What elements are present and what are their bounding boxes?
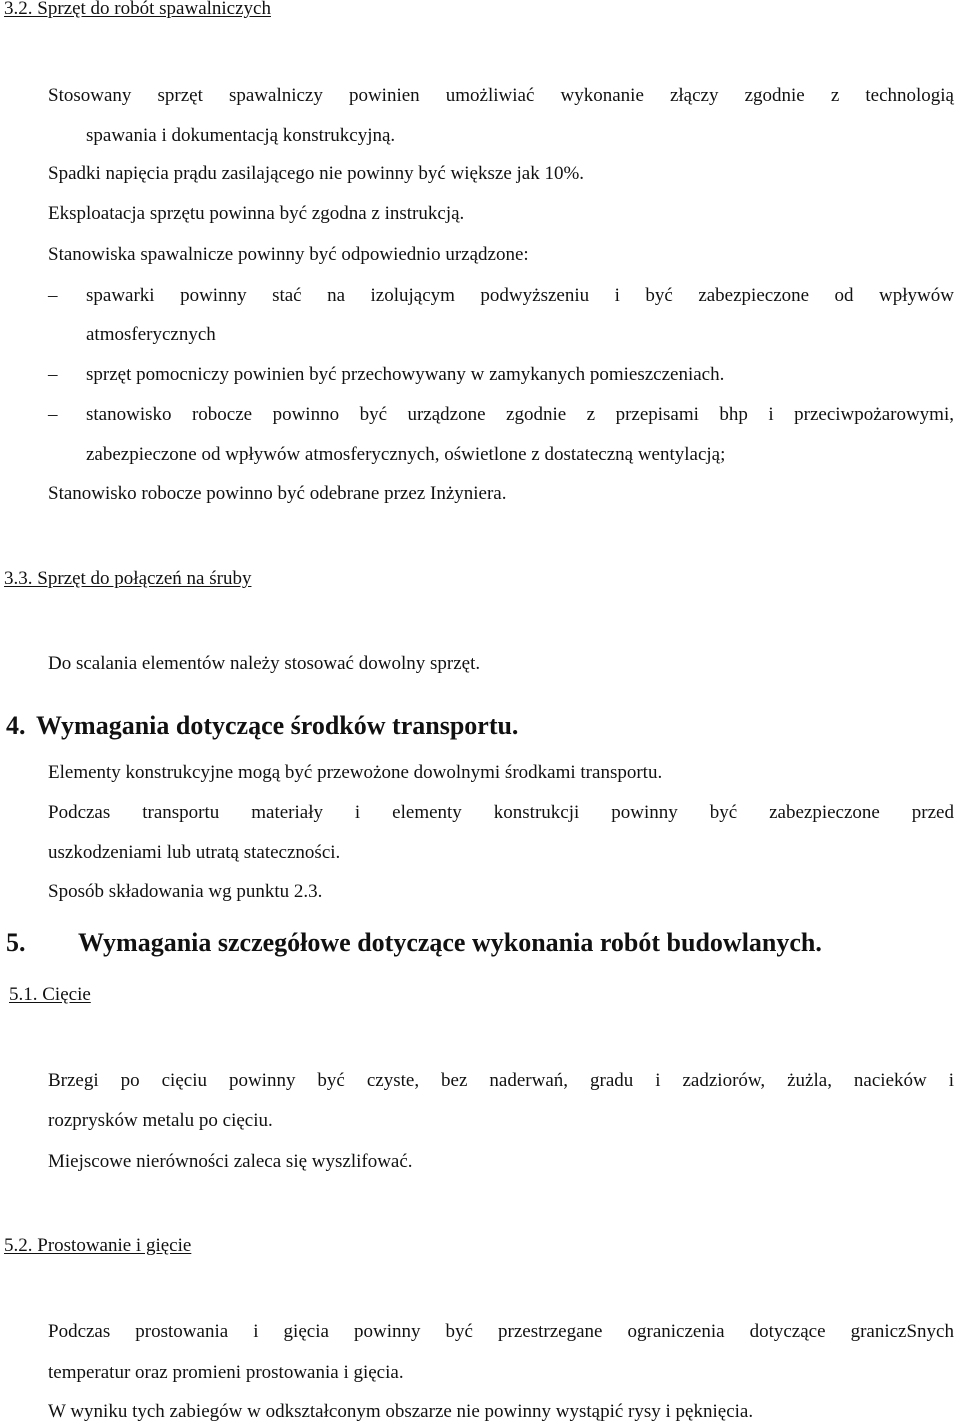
bullet-1-line-1: spawarki powinny stać na izolującym podwyższeniu i być zabezpieczone od wpływów [86,285,954,306]
section-3-2-paragraph-3: Eksploatacja sprzętu powinna być zgodna z instrukcją. [48,203,465,224]
section-4-paragraph-2-line-2: uszkodzeniami lub utratą stateczności. [48,842,341,863]
section-5-1-paragraph-1-line-2: rozprysków metalu po cięciu. [48,1110,273,1131]
section-4-title: Wymagania dotyczące środków transportu. [36,711,519,740]
section-3-2-paragraph-1-line-2: spawania i dokumentacją konstrukcyjną. [86,125,396,146]
list-bullet: – [48,364,58,385]
section-5-number: 5. [6,928,26,957]
section-5-2-paragraph-1-line-1: Podczas prostowania i gięcia powinny być przestrzegane ograniczenia dotyczące graniczSnych [48,1321,954,1342]
bullet-2: sprzęt pomocniczy powinien być przechowywany w zamykanych pomieszczeniach. [86,364,725,385]
section-5-2-paragraph-1-line-2: temperatur oraz promieni prostowania i gięcia. [48,1362,404,1383]
section-3-2-paragraph-4: Stanowiska spawalnicze powinny być odpowiednio urządzone: [48,244,529,265]
bullet-1-line-2: atmosferycznych [86,324,216,345]
section-5-2-paragraph-2: W wyniku tych zabiegów w odkształconym obszarze nie powinny wystąpić rysy i pęknięcia. [48,1401,754,1422]
list-bullet: – [48,404,58,425]
section-5-2-heading: 5.2. Prostowanie i gięcie [4,1235,192,1256]
section-5-1-paragraph-1-line-1: Brzegi po cięciu powinny być czyste, bez naderwań, gradu i zadziorów, żużla, nacieków i [48,1070,954,1091]
section-3-3-paragraph-1: Do scalania elementów należy stosować dowolny sprzęt. [48,653,481,674]
section-3-2-paragraph-5: Stanowisko robocze powinno być odebrane przez Inżyniera. [48,483,507,504]
section-3-2-paragraph-2: Spadki napięcia prądu zasilającego nie powinny być większe jak 10%. [48,163,585,184]
section-4-paragraph-1: Elementy konstrukcyjne mogą być przewożone dowolnymi środkami transportu. [48,762,663,783]
section-3-2-heading: 3.2. Sprzęt do robót spawalniczych [4,0,271,19]
section-5-title: Wymagania szczegółowe dotyczące wykonania robót budowlanych. [78,928,822,957]
list-bullet: – [48,285,58,306]
section-3-3-heading: 3.3. Sprzęt do połączeń na śruby [4,568,252,589]
section-5-heading [6,927,822,959]
section-3-2-paragraph-1-line-1: Stosowany sprzęt spawalniczy powinien umożliwiać wykonanie złączy zgodnie z technologią [48,85,954,106]
section-5-1-heading: 5.1. Cięcie [9,984,91,1005]
section-4-paragraph-3: Sposób składowania wg punktu 2.3. [48,881,323,902]
bullet-3-line-2: zabezpieczone od wpływów atmosferycznych, oświetlone z dostateczną wentylacją; [86,444,726,465]
section-4-number: 4. [6,711,26,740]
bullet-3-line-1: stanowisko robocze powinno być urządzone zgodnie z przepisami bhp i przeciwpożarowymi, [86,404,954,425]
section-5-1-paragraph-2: Miejscowe nierówności zaleca się wyszlifować. [48,1151,413,1172]
section-4-heading [6,710,518,742]
section-4-paragraph-2-line-1: Podczas transportu materiały i elementy konstrukcji powinny być zabezpieczone przed [48,802,954,823]
